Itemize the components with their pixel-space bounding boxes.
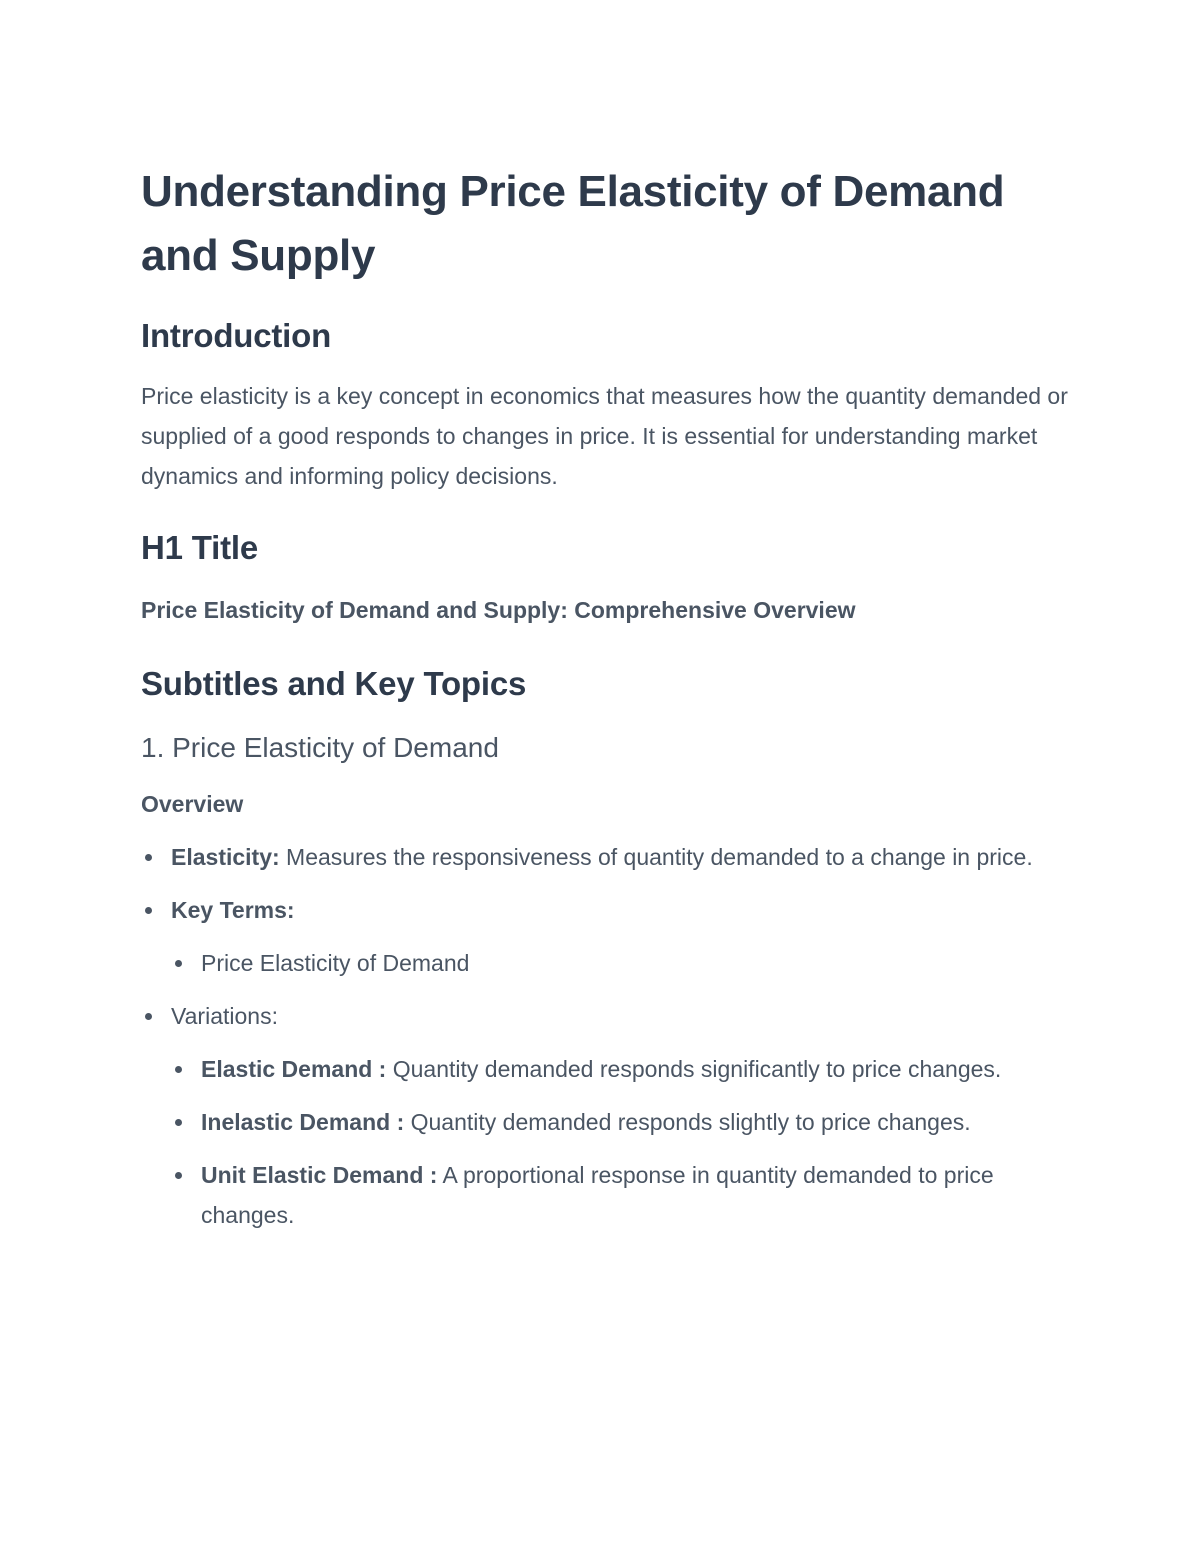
inelastic-demand-label: Inelastic Demand : (201, 1109, 405, 1135)
variations-sublist (171, 1049, 1071, 1235)
introduction-heading: Introduction (141, 317, 332, 354)
elasticity-text: Measures the responsiveness of quantity demanded to a change in price. (279, 844, 1033, 870)
key-terms-label: Key Terms: (171, 897, 295, 923)
list-item-key-terms (141, 890, 1071, 983)
document-title: Understanding Price Elasticity of Demand and Supply (141, 167, 1005, 280)
document-page (141, 160, 1071, 1235)
list-item-inelastic-demand (171, 1102, 1071, 1142)
list-item-elastic-demand (171, 1049, 1071, 1089)
inelastic-demand-text: Quantity demanded responds slightly to price changes. (404, 1109, 971, 1135)
elastic-demand-text: Quantity demanded responds significantly to price changes. (386, 1056, 1002, 1082)
h1-title-text: Price Elasticity of Demand and Supply: Comprehensive Overview (141, 597, 856, 623)
list-item-variations (141, 996, 1071, 1235)
introduction-paragraph: Price elasticity is a key concept in economics that measures how the quantity demanded or supplied of a good responds to changes in price. It is essential for understanding market dynamics and informing policy decisions. (141, 383, 1068, 489)
unit-elastic-demand-text: A proportional response in quantity demanded to price changes. (201, 1162, 994, 1228)
unit-elastic-demand-label: Unit Elastic Demand : (201, 1162, 438, 1188)
key-term-text: Price Elasticity of Demand (201, 950, 470, 976)
h1-title-heading: H1 Title (141, 529, 258, 566)
variations-label: Variations: (171, 1003, 278, 1029)
elastic-demand-label: Elastic Demand : (201, 1056, 387, 1082)
overview-heading: Overview (141, 791, 244, 817)
elasticity-label: Elasticity: (171, 844, 280, 870)
list-item-elasticity (141, 837, 1071, 877)
section-1-heading: 1. Price Elasticity of Demand (141, 732, 499, 763)
subtitles-heading: Subtitles and Key Topics (141, 665, 527, 702)
overview-list (141, 837, 1071, 1235)
list-item-key-term (171, 943, 1071, 983)
key-terms-sublist (171, 943, 1071, 983)
list-item-unit-elastic-demand (171, 1155, 1071, 1235)
